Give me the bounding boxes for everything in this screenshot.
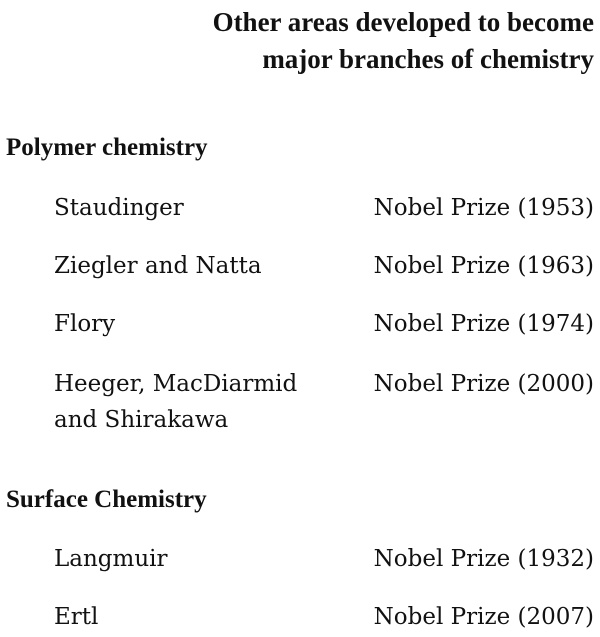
laureate-name [54, 190, 344, 226]
laureate-name-line: Langmuir [54, 546, 168, 572]
nobel-prize-year: Nobel Prize (1953) [373, 195, 594, 221]
title-line-2: major branches of chemistry [262, 44, 594, 74]
title-line-1: Other areas developed to become [212, 7, 594, 37]
nobel-prize-year: Nobel Prize (1974) [373, 311, 594, 337]
section-heading-polymer-chemistry: Polymer chemistry [6, 134, 208, 161]
page-title [110, 4, 594, 78]
laureate-name [54, 306, 344, 342]
laureate-name-line: Staudinger [54, 195, 184, 221]
laureate-name [54, 366, 344, 438]
laureate-name-line: and Shirakawa [54, 407, 229, 433]
laureate-name-line: Flory [54, 311, 116, 337]
laureate-name [54, 541, 344, 577]
nobel-prize-year: Nobel Prize (1963) [373, 253, 594, 279]
laureate-name [54, 248, 344, 284]
laureate-name [54, 599, 344, 635]
laureate-name-line: Ertl [54, 604, 99, 630]
laureate-name-line: Heeger, MacDiarmid [54, 371, 298, 397]
nobel-prize-year: Nobel Prize (1932) [373, 546, 594, 572]
section-heading-surface-chemistry: Surface Chemistry [6, 486, 207, 513]
laureate-name-line: Ziegler and Natta [54, 253, 262, 279]
nobel-prize-year: Nobel Prize (2007) [373, 604, 594, 630]
nobel-prize-year: Nobel Prize (2000) [373, 371, 594, 397]
